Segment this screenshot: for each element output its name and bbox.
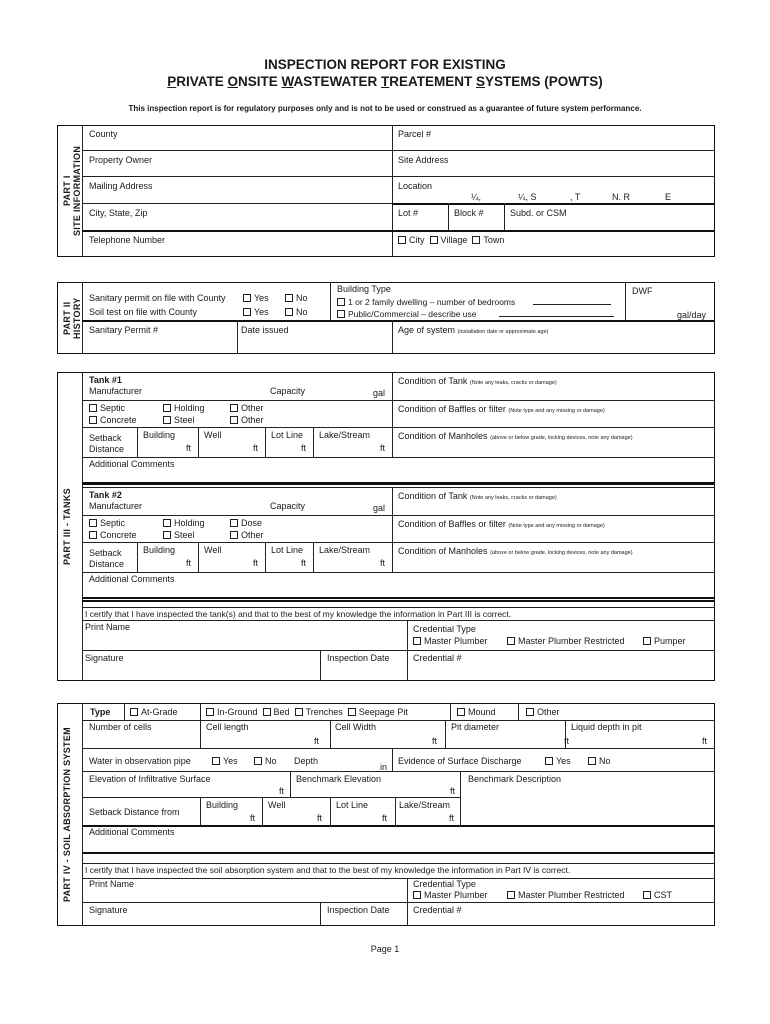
infiltrative-elevation-field[interactable]: Elevation of Infiltrative Surface — [89, 774, 211, 784]
location-field[interactable]: Location — [398, 181, 433, 191]
part1-side-label: PART I SITE INFORMATION — [62, 145, 82, 237]
soil-yes-checkbox[interactable] — [243, 308, 251, 316]
setback-distance-label: Setback Distance from — [89, 807, 180, 817]
tank-capacity-field[interactable]: Capacity — [270, 386, 306, 396]
in-ground-checkbox[interactable] — [206, 708, 214, 716]
public-commercial-checkbox[interactable] — [337, 310, 345, 318]
location-range: N. R — [612, 192, 630, 202]
subd-csm-field[interactable]: Subd. or CSM — [510, 208, 567, 218]
page-number: Page 1 — [370, 944, 400, 954]
tank-concrete-checkbox[interactable] — [89, 531, 97, 539]
city-state-zip-field[interactable]: City, State, Zip — [89, 208, 148, 218]
tank-setback-lake-field[interactable]: Lake/Stream — [319, 430, 371, 440]
tank-holding-checkbox[interactable] — [163, 404, 171, 412]
absorption-setback-lot-line-field[interactable]: Lot Line — [336, 800, 369, 810]
location-township: , T — [570, 192, 581, 202]
sanitary-no-checkbox[interactable] — [285, 294, 293, 302]
describe-use-field[interactable] — [499, 316, 614, 317]
tank-setback-well-field[interactable]: Well — [204, 430, 222, 440]
location-quarter1: ¼, — [471, 192, 482, 202]
liquid-depth-field[interactable]: Liquid depth in pit — [571, 722, 642, 732]
part3-side-label: PART III - TANKS — [62, 488, 72, 565]
part2-side-label: PART II HISTORY — [62, 297, 82, 339]
part3-tanks — [57, 372, 715, 681]
tank-capacity-field[interactable]: Capacity — [270, 501, 306, 511]
at-grade-checkbox[interactable] — [130, 708, 138, 716]
tank-title: Tank #1 — [89, 375, 122, 385]
mound-checkbox[interactable] — [457, 708, 465, 716]
tank-setback-lake-field[interactable]: Lake/Stream — [319, 545, 371, 555]
tank-title: Tank #2 — [89, 490, 122, 500]
sanitary-permit-on-file-label: Sanitary permit on file with County — [89, 293, 226, 303]
cst-checkbox[interactable] — [643, 891, 651, 899]
tank-steel-checkbox[interactable] — [163, 416, 171, 424]
tank-print-name-field[interactable]: Print Name — [85, 622, 131, 632]
ft-unit: ft — [186, 558, 192, 568]
seepage-pit-checkbox[interactable] — [348, 708, 356, 716]
tank-signature-field[interactable]: Signature — [85, 653, 124, 663]
dwf-field[interactable]: DWF — [632, 286, 653, 296]
tank-concrete-checkbox[interactable] — [89, 416, 97, 424]
tank-other2-checkbox[interactable] — [230, 531, 238, 539]
ft-unit: ft — [301, 558, 307, 568]
age-of-system-field[interactable]: Age of system (installation date or approximate age) — [398, 325, 549, 335]
town-checkbox[interactable] — [472, 236, 480, 244]
report-title-line2: PRIVATE ONSITE WASTEWATER TREATEMENT SYSTEMS (POWTS) — [167, 74, 603, 89]
condition-of-tank-field[interactable]: Condition of Tank (Note any leaks, cracks or damage) — [398, 491, 557, 501]
tank-septic-checkbox[interactable] — [89, 519, 97, 527]
county-field[interactable]: County — [89, 129, 118, 139]
ft-unit: ft — [253, 443, 259, 453]
water-observation-label: Water in observation pipe — [89, 756, 191, 766]
sanitary-permit-number-field[interactable]: Sanitary Permit # — [89, 325, 159, 335]
pumper-checkbox[interactable] — [643, 637, 651, 645]
ft-unit: ft — [253, 558, 259, 568]
disclaimer: This inspection report is for regulatory purposes only and is not to be used or construed as a guarantee of future system performance. — [128, 104, 642, 113]
tank-other1-checkbox[interactable] — [230, 404, 238, 412]
bedrooms-field[interactable] — [533, 304, 611, 305]
tank-comments-field[interactable]: Additional Comments — [89, 574, 175, 584]
absorption-certification-statement: I certify that I have inspected the soil absorption system and that to the best of my knowledge the information in Part IV is correct. — [85, 865, 571, 875]
absorption-credential-type-label: Credential Type — [413, 879, 476, 889]
bed-checkbox[interactable] — [263, 708, 271, 716]
cell-length-field[interactable]: Cell length — [206, 722, 249, 732]
location-east: E — [665, 192, 672, 202]
part4-side-label: PART IV - SOIL ABSORPTION SYSTEM — [62, 727, 72, 902]
location-quarter2: ¼, S — [518, 192, 537, 202]
tank-master-plumber-checkbox[interactable] — [413, 637, 421, 645]
absorption-comments-field[interactable]: Additional Comments — [89, 827, 175, 837]
block-field[interactable]: Block # — [454, 208, 484, 218]
tank-certification-statement: I certify that I have inspected the tank(s) and that to the best of my knowledge the information in Part III is correct. — [85, 609, 512, 619]
telephone-field[interactable]: Telephone Number — [89, 235, 166, 245]
condition-of-baffles-field[interactable]: Condition of Baffles or filter (Note type and any missing or damage) — [398, 404, 605, 414]
tank-manufacturer-field[interactable]: Manufacturer — [89, 386, 143, 396]
benchmark-description-field[interactable]: Benchmark Description — [468, 774, 562, 784]
tank-setback-lot-line-field[interactable]: Lot Line — [271, 430, 304, 440]
report-title-line1: INSPECTION REPORT FOR EXISTING — [264, 57, 506, 72]
absorption-print-name-field[interactable]: Print Name — [89, 879, 135, 889]
dwelling-checkbox[interactable] — [337, 298, 345, 306]
gal-unit: gal — [373, 388, 386, 398]
setback-distance-label: Setback Distance — [89, 433, 125, 454]
lot-field[interactable]: Lot # — [398, 208, 419, 218]
condition-of-manholes-field[interactable]: Condition of Manholes (above or below grade, locking devices, note any damage) — [398, 546, 633, 556]
inspection-report-page: INSPECTION REPORT FOR EXISTING PRIVATE ONSITE WASTEWATER TREATEMENT SYSTEMS (POWTS) This inspection report is for regulatory purposes only and is not to be used or construed as a guarantee of future system performance. PART I SITE INFORMATION County Parcel # Property Owner Site Address Mailing Address Location ¼, ¼, S , T N. R E City, State, Zip Lot # Block # Subd. or CSM Telephone Number City Village Town PART II HISTORY Sanitary permit on file with County Soil test on file with County Yes No Yes No Building Type 1 or 2 family dwelling – number of bedrooms Public/Commercial – describe use DWF gal/day Sanitary Permit # Date issued Age of system (installation date or approximate age) PART III - TANKS Tank #1 Manufacturer Capacity gal Septic Holding Other Concrete Steel Other Setback Distance Building ft Well ft Lot Line ft Lake/Stream ft Additional Comments Condition of Tank (Note any leaks, cracks or damage) Condition of Baffles or filter (Note type and any missing or damage) Condition of Manholes (above or below grade, locking devices, note any damage) Tank #2 Manufacturer Capacity gal Septic Holding Dose Concrete Steel Other Setback Distance Building ft Well ft Lot Line ft Lake/Stream ft Additional Comments Condition of Tank (Note any leaks, cracks or damage) Condition of Baffles or filter (Note type and any missing or damage) Condition of Manholes (above or below grade, locking devices, note any damage) I certify that I have inspected the tank(s) and that to the best of my knowledge the information in Part III is correct. Print Name Credential Type Master Plumber Master Plumber Restricted Pumper Signature Inspection Date Credential # PART IV - SOIL ABSORPTION SYSTEM Type At-Grade In-Ground Bed Trenches Seepage Pit Mound Other Number of cells Cell length ft Cell Width ft Pit diameter ft Liquid depth in pit ft Water in observation pipe Yes No Depth in Evidence of Surface Discharge Yes No Elevation of Infiltrative Surface ft Benchmark Elevation ft Benchmark Description Setback Distance from Building ft Well ft Lot Line ft Lake/Stream ft Additional Comments I certify that I have inspected the soil absorption system and that to the best of my knowledge the information in Part IV is correct. Print Name Credential Type Master Plumber Master Plumber Restricted CST Signature Inspection Date Credential # Page 1 — [0, 0, 770, 1024]
absorption-credential-number-field[interactable]: Credential # — [413, 905, 462, 915]
water-yes-checkbox[interactable] — [212, 757, 220, 765]
tank-septic-checkbox[interactable] — [89, 404, 97, 412]
tank-master-plumber-restricted-checkbox[interactable] — [507, 637, 515, 645]
tank-other2-checkbox[interactable] — [230, 416, 238, 424]
mailing-address-field[interactable]: Mailing Address — [89, 181, 153, 191]
ft-unit: ft — [186, 443, 192, 453]
tank-setback-building-field[interactable]: Building — [143, 545, 176, 555]
tank-credential-number-field[interactable]: Credential # — [413, 653, 462, 663]
depth-field[interactable]: Depth — [294, 756, 319, 766]
municipality-options: City Village Town — [398, 235, 504, 246]
absorption-master-plumber-checkbox[interactable] — [413, 891, 421, 899]
village-checkbox[interactable] — [430, 236, 438, 244]
tank-setback-lot-line-field[interactable]: Lot Line — [271, 545, 304, 555]
parcel-field[interactable]: Parcel # — [398, 129, 432, 139]
ft-unit: ft — [301, 443, 307, 453]
gal-unit: gal — [373, 503, 386, 513]
ft-unit: ft — [380, 443, 386, 453]
other-type-checkbox[interactable] — [526, 708, 534, 716]
discharge-no-checkbox[interactable] — [588, 757, 596, 765]
tank-other1-checkbox[interactable] — [230, 519, 238, 527]
pit-diameter-field[interactable]: Pit diameter — [451, 722, 500, 732]
sanitary-yes-checkbox[interactable] — [243, 294, 251, 302]
condition-of-baffles-field[interactable]: Condition of Baffles or filter (Note type and any missing or damage) — [398, 519, 605, 529]
absorption-setback-lake-field[interactable]: Lake/Stream — [399, 800, 451, 810]
setback-distance-label: Setback Distance — [89, 548, 125, 569]
absorption-inspection-date-field[interactable]: Inspection Date — [327, 905, 390, 915]
city-checkbox[interactable] — [398, 236, 406, 244]
tank-manufacturer-field[interactable]: Manufacturer — [89, 501, 143, 511]
benchmark-elevation-field[interactable]: Benchmark Elevation — [296, 774, 382, 784]
date-issued-field[interactable]: Date issued — [241, 325, 289, 335]
tank-comments-field[interactable]: Additional Comments — [89, 459, 175, 469]
absorption-master-plumber-restricted-checkbox[interactable] — [507, 891, 515, 899]
ft-unit: ft — [380, 558, 386, 568]
absorption-signature-field[interactable]: Signature — [89, 905, 128, 915]
building-type-label: Building Type — [337, 284, 391, 294]
condition-of-tank-field[interactable]: Condition of Tank (Note any leaks, cracks or damage) — [398, 376, 557, 386]
soil-no-checkbox[interactable] — [285, 308, 293, 316]
condition-of-manholes-field[interactable]: Condition of Manholes (above or below grade, locking devices, note any damage) — [398, 431, 633, 441]
number-of-cells-field[interactable]: Number of cells — [89, 722, 152, 732]
soil-test-on-file-label: Soil test on file with County — [89, 307, 198, 317]
water-no-checkbox[interactable] — [254, 757, 262, 765]
discharge-yes-checkbox[interactable] — [545, 757, 553, 765]
tank-holding-checkbox[interactable] — [163, 519, 171, 527]
tank-steel-checkbox[interactable] — [163, 531, 171, 539]
site-address-field[interactable]: Site Address — [398, 155, 449, 165]
trenches-checkbox[interactable] — [295, 708, 303, 716]
tank-setback-well-field[interactable]: Well — [204, 545, 222, 555]
absorption-setback-building-field[interactable]: Building — [206, 800, 239, 810]
tank-credential-type-label: Credential Type — [413, 624, 476, 634]
cell-width-field[interactable]: Cell Width — [335, 722, 377, 732]
gal-day-unit: gal/day — [677, 310, 707, 320]
absorption-type-label: Type — [90, 707, 111, 717]
tank-inspection-date-field[interactable]: Inspection Date — [327, 653, 390, 663]
property-owner-field[interactable]: Property Owner — [89, 155, 153, 165]
tank-setback-building-field[interactable]: Building — [143, 430, 176, 440]
absorption-setback-well-field[interactable]: Well — [268, 800, 286, 810]
surface-discharge-label: Evidence of Surface Discharge — [398, 756, 522, 766]
